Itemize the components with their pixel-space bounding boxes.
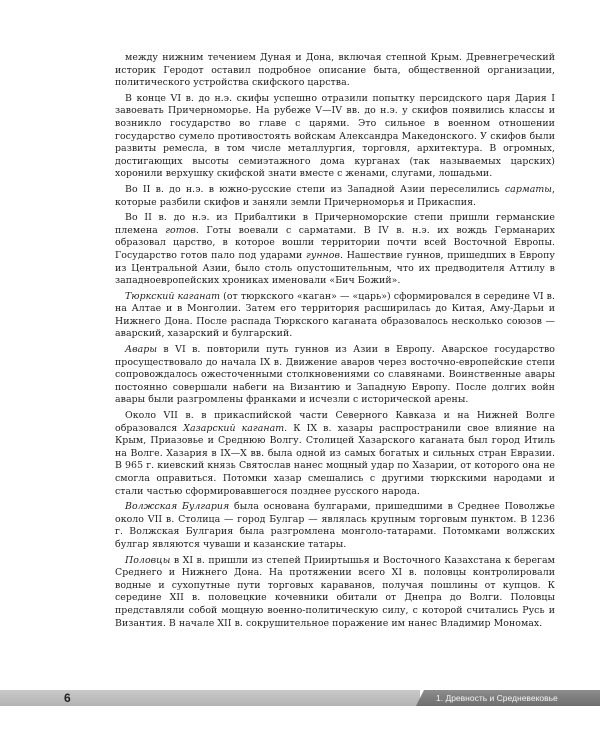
text-run: в VI в. повторили путь гуннов из Азии в Европу. Аварское государство просуществовало до начала IX в. Движение аваров через восточно-европейские степи сопровождалось ожесточенными столкновениями со славянами. Воинственные авары постоянно совершали набеги на Византию и Западную Европу. После долгих войн авары были разгромлены франками и исчезли с исторической арены.: [115, 344, 555, 406]
paragraph: [115, 184, 555, 209]
italic-term: Половцы: [125, 554, 171, 566]
italic-term: гуннов: [306, 249, 340, 261]
italic-term: готов: [165, 224, 196, 236]
text-run: Во II в. до н.э. в южно-русские степи из Западной Азии переселились: [125, 183, 505, 195]
page-body: [115, 52, 555, 633]
page-footer: [0, 690, 600, 706]
paragraph: [115, 410, 555, 498]
text-run: В конце VI в. до н.э. скифы успешно отразили попытку персидского царя Дария I завоевать Причерноморье. На рубеже V—IV вв. до н.э. у скифов появились классы и возникло государство во главе с царями. Это сильное в военном отношении государство сумело противостоять войскам Александра Македонского. У скифов были развиты ремесла, в том числе металлургия, торговля, архитектура. В огромных, достигающих высоты семиэтажного дома курганах (так называемых царских) хоронили верхушку скифской знати вместе с женами, слугами, лошадьми.: [115, 92, 555, 180]
italic-term: Волжская Булгария: [125, 501, 230, 513]
text-run: . Нашествие гуннов, пришедших в Европу из Центральной Азии, было столь опустошительным, что их предводителя Аттилу в западноевропейских хрониках именовали «Бич Божий».: [115, 249, 555, 287]
page-number: 6: [64, 691, 71, 705]
paragraph: [115, 291, 555, 341]
paragraph: [115, 501, 555, 551]
paragraph: [115, 52, 555, 90]
text-run: . Готы воевали с сарматами. В IV в. н.э. их вождь Германарих образовал царство, в которое вошли территории почти всей Восточной Европы. Государство готов пало под ударами: [115, 224, 555, 261]
italic-term: сарматы: [504, 183, 552, 195]
paragraph: [115, 555, 555, 631]
section-title: 1. Древность и Средневековье: [436, 693, 558, 703]
text-run: между нижним течением Дуная и Дона, включая степной Крым. Древнегреческий историк Геродот оставил подробное описание быта, общественной организации, политического устройства скифского царства.: [115, 52, 555, 89]
italic-term: Тюркский каганат: [125, 290, 221, 302]
text-run: (от тюркского «каган» — «царь») сформировался в середине VI в. на Алтае и в Монголии. Затем его территория расширилась до Китая, Аму-Дарьи и Нижнего Дона. После распада Тюркского каганата образовалось несколько союзов — аварский, хазарский и булгарский.: [115, 290, 556, 340]
paragraph: [115, 344, 555, 407]
paragraph: [115, 93, 555, 181]
paragraph: [115, 212, 555, 288]
italic-term: Хазарский каганат: [183, 422, 285, 434]
text-run: , которые разбили скифов и заняли земли Причерноморья и Прикаспия.: [115, 183, 555, 208]
text-run: Около VII в. в прикаспийской части Северного Кавказа и на Нижней Волге образовался: [115, 410, 555, 434]
text-run: . К IX в. хазары распространили свое влияние на Крым, Приазовье и Среднюю Волгу. Столицей Хазарского каганата был город Итиль на Волге. Хазария в IX—X вв. была одной из самых богатых и сильных стран Евразии. В 965 г. киевский князь Святослав нанес мощный удар по Хазарии, от которого она не смогла оправиться. Потомки хазар смешались с другими тюркскими народами и стали частью сформировавшегося позднее русского народа.: [115, 422, 555, 497]
text-run: Во II в. до н.э. из Прибалтики в Причерноморские степи пришли германские племена: [115, 212, 555, 236]
text-run: была основана булгарами, пришедшими в Среднее Поволжье около VII в. Столица — город Булгар — являлась крупным торговым пунктом. В 1236 г. Волжская Булгария была разгромлена монголо-татарами. Потомками волжских булгар являются чуваши и казанские татары.: [115, 501, 555, 550]
footer-left-band: [0, 690, 420, 706]
text-run: в XI в. пришли из степей Прииртышья и Восточного Казахстана к берегам Среднего и Нижнего Дона. На протяжении всего XI в. половцы контролировали водные и сухопутные пути торговых караванов, получая пошлины от купцов. К середине XII в. половецкие кочевники обитали от Днепра до Волги. Половцы представляли собой мощную военно-политическую силу, с которой считались Русь и Византия. В начале XII в. сокрушительное поражение им нанес Владимир Мономах.: [115, 554, 555, 629]
italic-term: Авары: [125, 344, 158, 356]
